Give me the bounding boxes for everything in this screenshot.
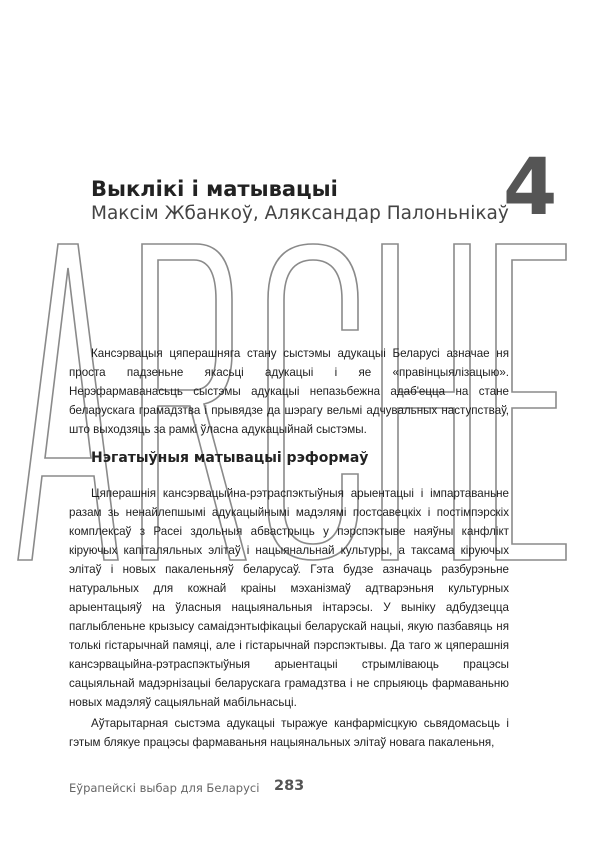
section-heading: Нэгатыўныя матывацыі рэформаў bbox=[91, 450, 369, 466]
chapter-number: 4 bbox=[503, 143, 558, 233]
page-number: 283 bbox=[274, 778, 305, 794]
chapter-title: Выклікі і матывацыі bbox=[91, 177, 338, 201]
chapter-authors: Максім Жбанкоў, Аляксандар Палоньнікаў bbox=[91, 203, 509, 224]
lead-paragraph: Кансэрвацыя цяперашняга стану сыстэмы адукацыі Беларусі азначае ня проста падзеньне якасьці адукацыі і яе «правінцыялізацыю». Нерэфармаванасьць сыстэмы адукацыі непазьбежна адаб'ецца на стане беларускага грамадзтва і прывядзе да шэрагу вельмі адчувальных наступстваў, што выходзяць за рамкі ўласна адукацыйнай сыстэмы. bbox=[69, 347, 509, 436]
body-text bbox=[69, 484, 509, 752]
running-footer-title: Еўрапейскі выбар для Беларусі bbox=[69, 781, 260, 795]
body-paragraph: Аўтарытарная сыстэма адукацыі тыражуе канфармісцкую сьвядомасьць і гэтым блякуе працэсы фармаваньня нацыянальных элітаў новага пакаленьня, bbox=[69, 717, 509, 749]
body-paragraph: Цяперашнія кансэрвацыйна-рэтраспэктыўныя арыентацыі і імпартаваньне разам зь ненайлепшымі адукацыйнымі мадэлямі постсавецкіх і постімпэрскіх комплексаў з Расеі здольныя абвастрыць у пэрспэктыве наяўны канфлікт кіруючых капіталяльных элітаў і нацыянальнай культуры, а таксама кіруючых элітаў і новых пакаленьняў беларусаў. Гэта будзе азначаць разбурэньне натуральных для кожнай краіны мэханізмаў адтварэньня культурных арыентацыяў на ўласныя нацыянальныя інтарэсы. У выніку адбудзецца паглыбленьне крызысу самаідэнтыфікацыі беларускай нацыі, якую пазбавяць ня толькі гістарычнай памяці, але і гістарычнай пэрспэктывы. Да таго ж цяперашнія кансэрвацыйна-рэтраспэктыўныя арыентацыі стрымліваюць працэсы сацыяльнай мадэрнізацыі беларускага грамадзтва і не спрыяюць фармаваньню новых мадэляў сацыяльнай мабільнасьці. bbox=[69, 487, 509, 709]
lead-section bbox=[69, 344, 509, 439]
